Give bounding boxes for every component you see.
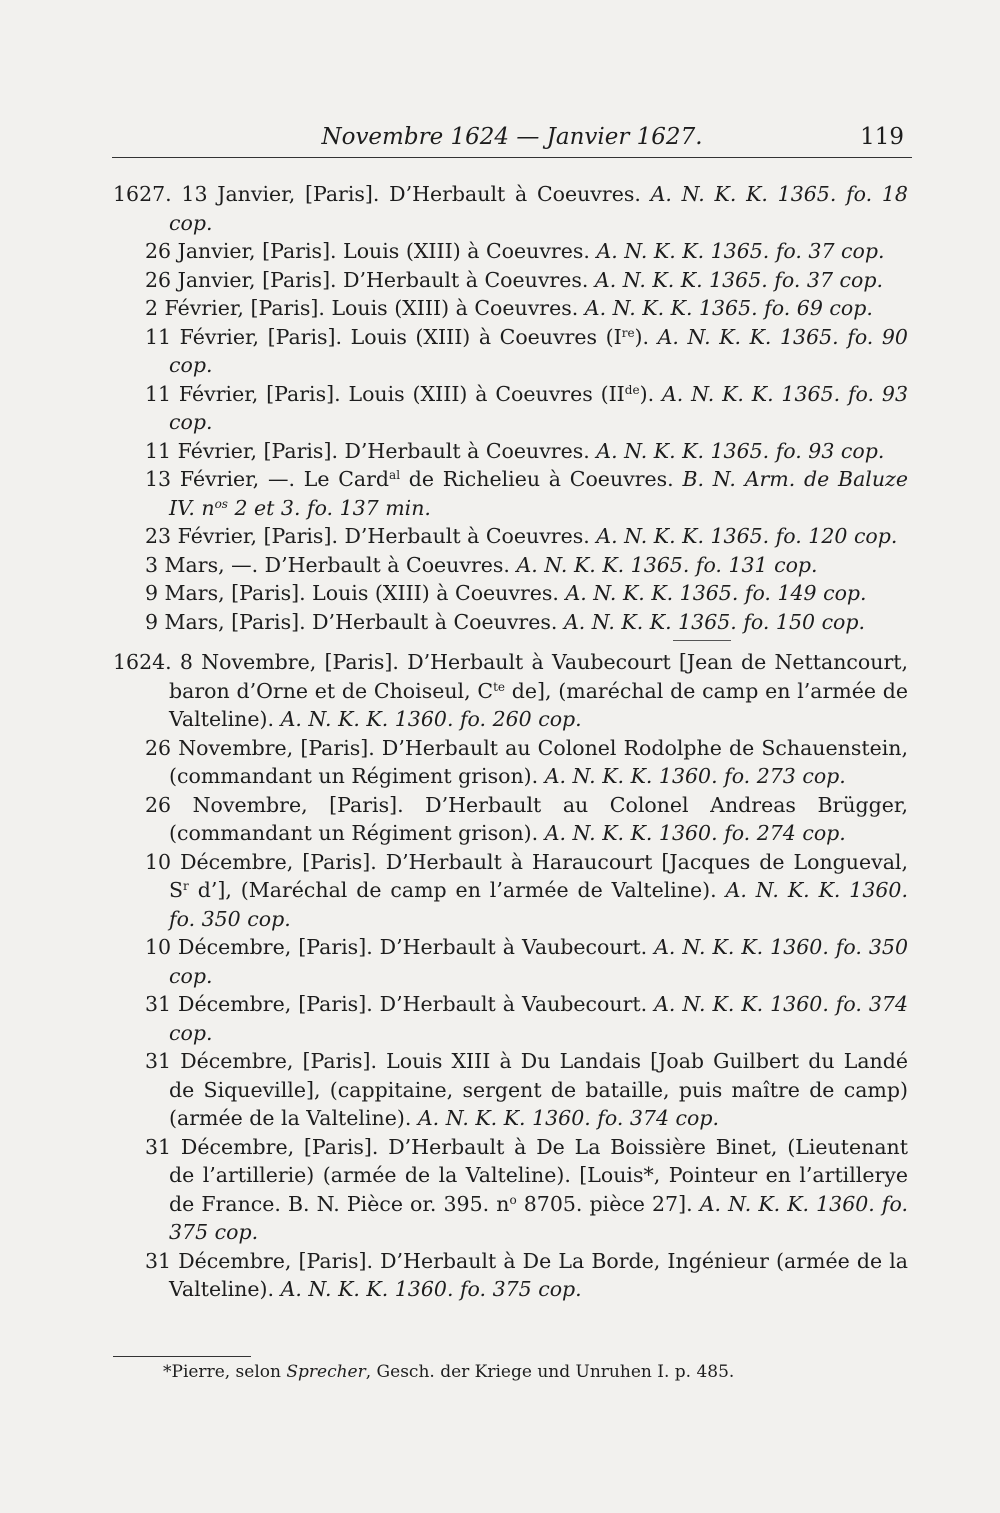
- reference-text: A. N. K. K. 1360. fo. 374 cop.: [169, 992, 908, 1045]
- entry-superscript: r: [183, 879, 189, 893]
- list-item: [113, 1247, 908, 1304]
- footnote-citation: , Gesch. der Kriege und Unruhen I. p. 485.: [365, 1362, 735, 1382]
- reference-text: A. N. K. K. 1360. fo. 350 cop.: [169, 878, 908, 931]
- list-item: [113, 933, 908, 990]
- entry-text: 10 Décembre, [Paris]. D’Herbault à Haraucourt [Jacques de Longueval, S: [145, 849, 908, 902]
- entry-text: 10 Décembre, [Paris]. D’Herbault à Vaubecourt.: [145, 935, 648, 959]
- reference-text: A. N. K. K. 1365. fo. 18 cop.: [169, 182, 908, 235]
- list-item: [113, 380, 908, 437]
- reference-text: A. N. K. K. 1365. fo. 149 cop.: [565, 581, 867, 605]
- entry-text-cont: 8705. pièce 27].: [516, 1191, 693, 1216]
- reference-text: A. N. K. K. 1365. fo. 131 cop.: [516, 552, 818, 577]
- archive-reference: [585, 296, 873, 320]
- reference-superscript: os: [214, 496, 228, 511]
- list-item: [113, 734, 908, 791]
- entry-text: 9 Mars, [Paris]. Louis (XIII) à Coeuvres.: [145, 581, 559, 605]
- entry-text: 31 Décembre, [Paris]. Louis XIII à Du Landais [Joab Guilbert du Landé de Siqueville], (cappitaine, sergent de bataille, puis maître de camp) (armée de la Valteline).: [145, 1049, 908, 1130]
- list-item: [113, 180, 908, 237]
- list-item: [113, 1133, 908, 1247]
- archive-reference: [596, 524, 897, 548]
- list-item: [113, 848, 908, 934]
- reference-text-cont: 2 et 3. fo. 137 min.: [227, 495, 431, 520]
- entry-text: 31 Décembre, [Paris]. D’Herbault à De La Borde, Ingénieur (armée de la Valteline).: [145, 1248, 908, 1301]
- archive-reference: [565, 581, 866, 605]
- entry-text: 26 Novembre, [Paris]. D’Herbault au Colonel Rodolphe de Schauenstein, (commandant un Régiment grison).: [145, 735, 908, 788]
- entry-text: 11 Février, [Paris]. Louis (XIII) à Coeuvres (II: [145, 381, 625, 406]
- header-rule: [112, 157, 912, 158]
- document-body: [113, 180, 908, 1304]
- list-item: [113, 465, 908, 522]
- reference-text: B. N. Arm. de Baluze IV. n: [169, 467, 908, 520]
- list-item: [113, 551, 908, 580]
- entry-text: 31 Décembre, [Paris]. D’Herbault à De La Boissière Binet, (Lieutenant de l’artillerie) (armée de la Valteline). [Louis*, Pointeur en l’artillerye de France. B. N. Pièce or. 395. n: [145, 1134, 908, 1216]
- page-number: 119: [860, 124, 904, 150]
- reference-text: A. N. K. K. 1360. fo. 374 cop.: [417, 1106, 719, 1130]
- list-item: [113, 437, 908, 466]
- reference-text: A. N. K. K. 1360. fo. 273 cop.: [544, 764, 846, 788]
- list-item: [113, 1047, 908, 1133]
- entry-text: 31 Décembre, [Paris]. D’Herbault à Vaubecourt.: [145, 992, 648, 1016]
- reference-text: A. N. K. K. 1360. fo. 260 cop.: [280, 707, 582, 731]
- reference-text: A. N. K. K. 1365. fo. 69 cop.: [584, 296, 873, 320]
- entry-text: 13 Février, —. Le Card: [145, 467, 390, 491]
- entry-text-cont: de Richelieu à Coeuvres.: [400, 467, 674, 491]
- footnote-rule: [113, 1356, 251, 1357]
- entry-text: 9 Mars, [Paris]. D’Herbault à Coeuvres.: [145, 609, 558, 634]
- entry-text: 2 Février, [Paris]. Louis (XIII) à Coeuvres.: [145, 296, 579, 320]
- reference-text: A. N. K. K. 1365. fo. 150 cop.: [563, 609, 866, 634]
- section-divider: [673, 640, 731, 641]
- entry-text-cont: ).: [634, 324, 650, 349]
- reference-text: A. N. K. K. 1360. fo. 375 cop.: [280, 1277, 582, 1301]
- entry-superscript: re: [621, 325, 635, 340]
- entry-superscript: de: [624, 382, 640, 397]
- entry-text: 11 Février, [Paris]. Louis (XIII) à Coeuvres (I: [145, 324, 622, 349]
- entry-text: 23 Février, [Paris]. D’Herbault à Coeuvres.: [145, 524, 590, 548]
- entries-1627: [113, 180, 908, 636]
- reference-text: A. N. K. K. 1365. fo. 37 cop.: [596, 239, 885, 263]
- archive-reference: [545, 821, 846, 845]
- entry-text-cont: ).: [639, 381, 655, 406]
- entry-text: 26 Novembre, [Paris]. D’Herbault au Colonel Andreas Brügger, (commandant un Régiment grison).: [145, 792, 908, 845]
- entry-text: 1624. 8 Novembre, [Paris]. D’Herbault à Vaubecourt [Jean de Nettancourt, baron d’Orne et de Choiseul, C: [113, 650, 908, 703]
- archive-reference: [516, 553, 817, 577]
- entry-text-cont: de], (maréchal de camp en l’armée de Valteline).: [169, 678, 909, 731]
- entry-superscript: al: [389, 468, 401, 482]
- list-item: [113, 608, 908, 637]
- list-item: [113, 323, 908, 380]
- archive-reference: [596, 439, 884, 463]
- footnote-text: *Pierre, selon: [163, 1362, 287, 1382]
- reference-text: A. N. K. K. 1360. fo. 274 cop.: [544, 821, 846, 845]
- entry-superscript: o: [509, 1192, 517, 1207]
- archive-reference: [595, 268, 883, 292]
- running-head-title: Novembre 1624 — Janvier 1627.: [321, 124, 703, 150]
- reference-text: A. N. K. K. 1365. fo. 90 cop.: [169, 324, 908, 377]
- entry-text-cont: d’], (Maréchal de camp en l’armée de Valteline).: [188, 878, 717, 902]
- archive-reference: [281, 707, 582, 731]
- list-item: [113, 990, 908, 1047]
- list-item: [113, 791, 908, 848]
- list-item: [113, 294, 908, 323]
- archive-reference: [281, 1277, 582, 1301]
- reference-text: A. N. K. K. 1365. fo. 120 cop.: [596, 524, 898, 548]
- entries-1624: [113, 648, 908, 1304]
- footnote: [163, 1360, 734, 1384]
- archive-reference: [564, 610, 865, 634]
- entry-text: 11 Février, [Paris]. D’Herbault à Coeuvres.: [145, 438, 590, 463]
- list-item: [113, 648, 908, 734]
- entry-text: 1627. 13 Janvier, [Paris]. D’Herbault à Coeuvres.: [113, 182, 641, 206]
- reference-text: A. N. K. K. 1365. fo. 93 cop.: [169, 381, 908, 434]
- list-item: [113, 522, 908, 551]
- entry-text: 3 Mars, —. D’Herbault à Coeuvres.: [145, 552, 510, 577]
- list-item: [113, 266, 908, 295]
- entry-superscript: te: [493, 679, 505, 694]
- archive-reference: [418, 1106, 719, 1130]
- list-item: [113, 579, 908, 608]
- list-item: [113, 237, 908, 266]
- archive-reference: [545, 764, 846, 788]
- archive-reference: [596, 239, 884, 263]
- reference-text: A. N. K. K. 1360. fo. 375 cop.: [169, 1191, 908, 1244]
- reference-text: A. N. K. K. 1360. fo. 350 cop.: [169, 935, 908, 988]
- reference-text: A. N. K. K. 1365. fo. 37 cop.: [594, 267, 883, 292]
- footnote-author: Sprecher: [286, 1362, 366, 1382]
- entry-text: 26 Janvier, [Paris]. Louis (XIII) à Coeuvres.: [145, 239, 590, 263]
- entry-text: 26 Janvier, [Paris]. D’Herbault à Coeuvres.: [145, 267, 589, 292]
- reference-text: A. N. K. K. 1365. fo. 93 cop.: [596, 438, 885, 463]
